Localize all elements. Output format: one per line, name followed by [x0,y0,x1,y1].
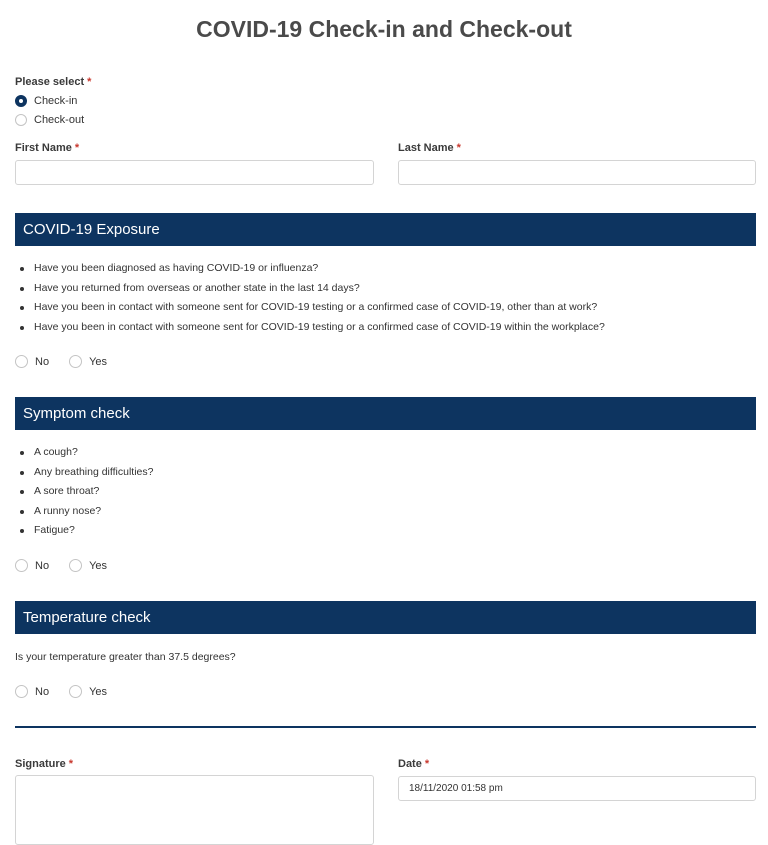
list-item: A cough? [20,443,153,463]
last-name-field[interactable] [398,160,756,185]
first-name-field[interactable] [15,160,374,185]
exposure-radio-no[interactable] [15,355,49,368]
signature-text: Signature [15,758,66,770]
please-select-text: Please select [15,76,85,88]
signature-pad[interactable] [15,775,374,845]
radio-label: No [35,559,50,572]
exposure-answer-group [15,355,127,368]
radio-circle[interactable] [69,355,82,368]
last-name-label [398,142,461,154]
radio-circle[interactable] [15,355,28,368]
required-marker: * [74,142,80,154]
required-marker: * [68,758,74,770]
temperature-radio-yes[interactable] [69,685,107,698]
radio-label: Yes [89,685,108,698]
radio-check-out-label: Check-out [34,114,85,126]
radio-circle[interactable] [15,559,28,572]
radio-label: No [35,355,50,368]
temperature-answer-group [15,685,127,698]
page-title: COVID-19 Check-in and Check-out [196,16,572,42]
required-marker: * [87,76,92,88]
radio-circle[interactable] [69,559,82,572]
radio-circle[interactable] [15,685,28,698]
list-item: A runny nose? [20,502,153,522]
list-item: Have you been diagnosed as having COVID-19 or influenza? [20,259,605,279]
list-item: Have you been in contact with someone sent for COVID-19 testing or a confirmed case of COVID-19, other than at work? [20,298,605,318]
section-divider [15,726,756,728]
radio-check-in[interactable] [15,95,77,107]
radio-label: Yes [89,559,108,572]
symptom-radio-no[interactable] [15,559,49,572]
first-name-label [15,142,79,154]
list-item: Fatigue? [20,521,153,541]
please-select-label [15,76,91,88]
radio-check-out-circle[interactable] [15,114,27,126]
radio-check-out[interactable] [15,114,84,126]
required-marker: * [424,758,430,770]
last-name-text: Last Name [398,142,454,154]
radio-label: Yes [89,355,108,368]
symptom-radio-yes[interactable] [69,559,107,572]
list-item: Have you been in contact with someone sent for COVID-19 testing or a confirmed case of COVID-19 within the workplace? [20,318,605,338]
exposure-radio-yes[interactable] [69,355,107,368]
date-label [398,758,429,770]
first-name-text: First Name [15,142,72,154]
exposure-question-list [20,259,605,337]
symptom-section-header: Symptom check [15,397,756,430]
list-item: A sore throat? [20,482,153,502]
list-item: Have you returned from overseas or another state in the last 14 days? [20,279,605,299]
temperature-radio-no[interactable] [15,685,49,698]
date-field[interactable]: 18/11/2020 01:58 pm [398,776,756,801]
required-marker: * [456,142,461,154]
date-text: Date [398,758,422,770]
radio-check-in-label: Check-in [34,95,78,107]
signature-label [15,758,73,770]
radio-label: No [35,685,50,698]
symptom-answer-group [15,559,127,572]
radio-check-in-circle[interactable] [15,95,27,107]
list-item: Any breathing difficulties? [20,463,153,483]
radio-circle[interactable] [69,685,82,698]
temperature-question: Is your temperature greater than 37.5 degrees? [15,651,236,663]
temperature-section-header: Temperature check [15,601,756,634]
exposure-section-header: COVID-19 Exposure [15,213,756,246]
symptom-question-list [20,443,153,541]
